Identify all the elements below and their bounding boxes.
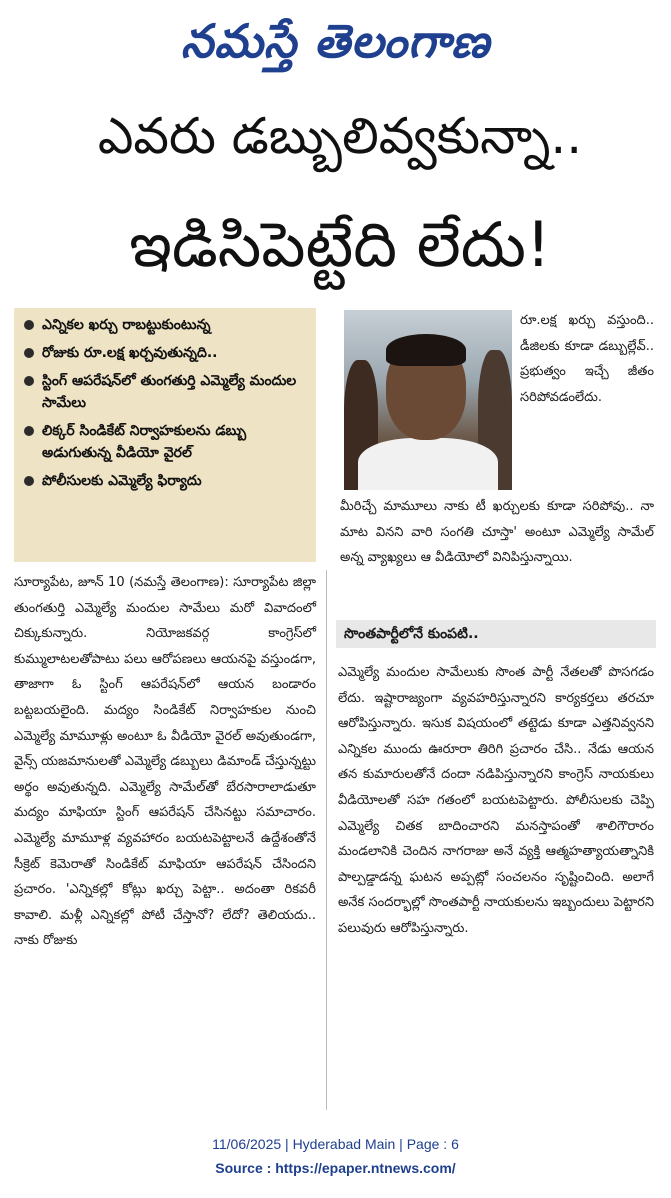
- photo-side-text: రూ.లక్ష ఖర్చు వస్తుంది.. డీజిలకు కూడా డబ్బుల్లేవ్.. ప్రభుత్వం ఇచ్చే జీతం సరిపోవడంలేదు.: [520, 313, 654, 405]
- highlight-item: [22, 370, 308, 414]
- bullet-icon: [24, 426, 34, 436]
- highlights-box: [14, 308, 316, 562]
- highlight-text: పోలీసులకు ఎమ్మెల్యే ఫిర్యాదు: [42, 473, 202, 489]
- footer-source: Source : https://epaper.ntnews.com/: [215, 1160, 456, 1176]
- highlight-text: రోజుకు రూ.లక్ష ఖర్చవుతున్నది..: [42, 345, 218, 361]
- highlight-item: [22, 342, 308, 364]
- headline-line-2: ఇడిసిపెట్టేది లేదు!: [129, 208, 551, 281]
- headline-line-1: ఎవరు డబ్బులివ్వకున్నా..: [97, 107, 583, 165]
- article-body-left: సూర్యాపేట, జూన్ 10 (నమస్తే తెలంగాణ): సూర్యాపేట జిల్లా తుంగతుర్తి ఎమ్మెల్యే మందుల సామేలు మరో వివాదంలో చిక్కుకున్నారు. నియోజకవర్గ కాంగ్రెస్‌లో కుమ్ములాటలతోపాటు పలు ఆరోపణలు ఆయనపై వస్తుండగా, తాజాగా ఓ స్టింగ్ ఆపరేషన్‌లో ఆయన బండారం బట్టబయలైంది. మద్యం సిండికేట్ నిర్వాహకుల నుంచి ఎమ్మెల్యే మామూళ్లు అంటూ ఓ వీడియో వైరల్ అవుతుండగా, వైన్స్ యజమానులతో ఎమ్మెల్యే డబ్బులు డిమాండ్ చేస్తున్నట్టు అర్థం అవుతున్నది. ఎమ్మెల్యే సామేల్‌తో బేరసారాలాడుతూ మద్యం మాఫియా స్టింగ్ ఆపరేషన్ చేసినట్టు సమాచారం. ఎమ్మెల్యే మామూళ్ల వ్యవహారం బయటపెట్టాలనే ఉద్దేశంతోనే సీక్రెట్ కెమెరాతో సిండికేట్ మాఫియా ఆపరేషన్ చేసిందని ప్రచారం. 'ఎన్నికల్లో కోట్లు ఖర్చు పెట్టా.. అదంతా రికవరీ కావాలి. మళ్లీ ఎన్నికల్లో పోటీ చేస్తానో? లేదో? తెలియదు.. నాకు రోజుకు: [14, 575, 316, 949]
- highlight-item: [22, 420, 308, 464]
- article-body-right: ఎమ్మెల్యే మందుల సామేలుకు సొంత పార్టీ నేతలతో పొసగడం లేదు. ఇష్టారాజ్యంగా వ్యవహరిస్తున్నారని కార్యకర్తలు తరచూ ఆరోపిస్తున్నారు. ఇసుక విషయంలో తట్టెడు కూడా ఎత్తనివ్వనని ఎన్నికల ముందు ఊరూరా తిరిగి ప్రచారం చేసి.. నేడు ఆయన తన కుమారులతోనే దందా నడిపిస్తున్నారని కాంగ్రెస్ నాయకులు వీడియోలతో సహ గతంలో బయటపెట్టారు. పోలీసులకు చెప్పి ఎమ్మెల్యే చితక బాదించారని మనస్తాపంతో శాలిగౌరారం మండలానికి చెందిన నాగరాజు అనే వ్యక్తి ఆత్మహత్యాయత్నానికి పాల్పడ్డాడన్న ఘటన అప్పట్లో సంచలనం సృష్టించింది. అలాగే అనేక సందర్భాల్లో సొంతపార్టీ నాయకులను ఇబ్బందులు పెట్టారని పలువురు ఆరోపిస్తున్నారు.: [338, 665, 654, 936]
- footer-dateline: 11/06/2025 | Hyderabad Main | Page : 6: [212, 1136, 459, 1152]
- under-photo-text: మీరిచ్చే మామూలు నాకు టీ ఖర్చులకు కూడా సరిపోవు.. నా మాట వినని వారి సంగతి చూస్తా' అంటూ ఎమ్మెల్యే సామేల్ అన్న వ్యాఖ్యలు ఆ వీడియోలో వినిపిస్తున్నాయి.: [340, 499, 654, 566]
- bullet-icon: [24, 376, 34, 386]
- bullet-icon: [24, 348, 34, 358]
- highlight-item: [22, 470, 308, 492]
- masthead-logo: నమస్తే తెలంగాణ: [180, 14, 491, 68]
- highlight-text: స్టింగ్ ఆపరేషన్‌లో తుంగతుర్తి ఎమ్మెల్యే మందుల సామేలు: [42, 373, 297, 411]
- highlight-item: [22, 314, 308, 336]
- highlight-text: లిక్కర్ సిండికేట్ నిర్వాహకులను డబ్బు అడుగుతున్న వీడియో వైరల్: [42, 423, 247, 461]
- highlight-text: ఎన్నికల ఖర్చు రాబట్టుకుంటున్న: [42, 317, 211, 333]
- subheading: సొంతపార్టీలోనే కుంపటి..: [336, 620, 656, 648]
- mla-photo: [344, 310, 512, 490]
- bullet-icon: [24, 320, 34, 330]
- column-divider: [326, 570, 327, 1110]
- bullet-icon: [24, 476, 34, 486]
